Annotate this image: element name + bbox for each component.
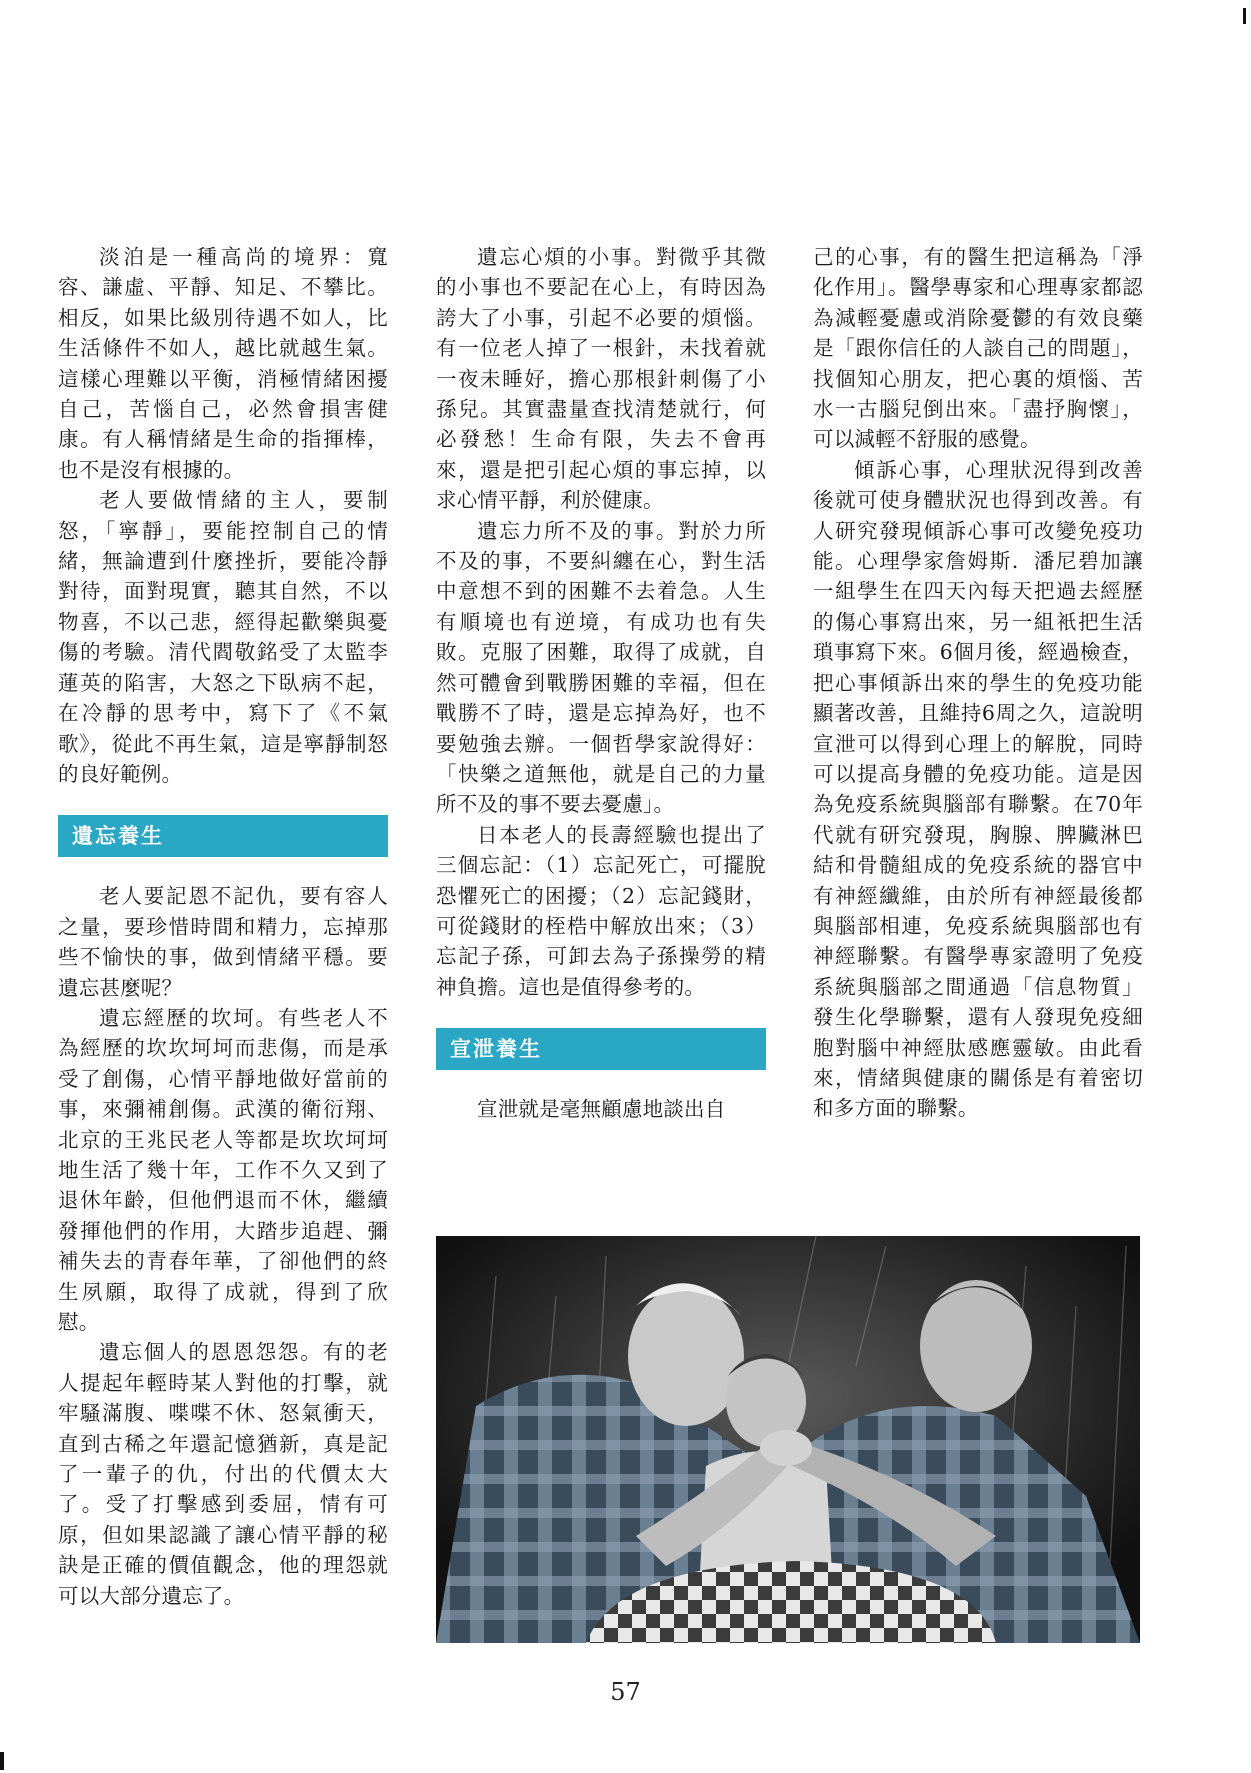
section-heading-venting: 宣泄養生 (436, 1028, 766, 1070)
paragraph: 己的心事，有的醫生把這稱為「淨化作用」。醫學專家和心理專家都認為減輕憂慮或消除憂鬱的有效良藥是「跟你信任的人談自己的問題」，找個知心朋友，把心裏的煩惱、苦水一古腦兒倒出來。「盡抒胸懷」，可以減輕不舒服的感覺。 (813, 245, 1143, 452)
clasped-hands (760, 1430, 812, 1466)
paragraph: 遺忘心煩的小事。對微乎其微的小事也不要記在心上，有時因為誇大了小事，引起不必要的煩惱。有一位老人掉了一根針，未找着就一夜未睡好，擔心那根針刺傷了小孫兒。其實盡量查找清楚就行，何必發愁！生命有限，失去不會再來，還是把引起心煩的事忘掉，以求心情平靜，利於健康。 (436, 245, 766, 513)
scan-mark-top-right (1243, 8, 1246, 24)
paragraph: 遺忘經歷的坎坷。有些老人不為經歷的坎坎坷坷而悲傷，而是承受了創傷，心情平靜地做好當前的事，來彌補創傷。武漢的衛衍翔、北京的王兆民老人等都是坎坎坷坷地生活了幾十年，工作不久又到了退休年齡，但他們退而不休，繼續發揮他們的作用，大踏步追趕、彌補失去的青春年華，了卻他們的終生夙願，取得了成就，得到了欣慰。 (58, 1005, 388, 1334)
paragraph: 老人要做情緒的主人，要制怒，「寧靜」，要能控制自己的情緒，無論遭到什麼挫折，要能冷靜對待，面對現實，聽其自然，不以物喜，不以己悲，經得起歡樂與憂傷的考驗。清代閻敬銘受了太監李蓮英的陷害，大怒之下臥病不起，在冷靜的思考中，寫下了《不氣歌》，從此不再生氣，這是寧靜制怒的良好範例。 (58, 488, 388, 786)
paragraph: 老人要記恩不記仇，要有容人之量，要珍惜時間和精力，忘掉那些不愉快的事，做到情緒平穩。要遺忘甚麼呢？ (58, 884, 388, 1000)
arm-wrestling-photo (436, 1236, 1140, 1643)
section-heading-forgetting: 遺忘養生 (58, 815, 388, 857)
paragraph: 傾訴心事，心理狀況得到改善後就可使身體狀況也得到改善。有人研究發現傾訴心事可改變免疫功能。心理學家詹姆斯．潘尼碧加讓一組學生在四天內每天把過去經歷的傷心事寫出來，另一組衹把生活瑣事寫下來。6個月後，經過檢查，把心事傾訴出來的學生的免疫功能顯著改善，且維持6周之久，這說明宣泄可以得到心理上的解脫，同時可以提高身體的免疫功能。這是因為免疫系統與腦部有聯繫。在70年代就有研究發現，胸腺、脾臟淋巴結和骨髓組成的免疫系統的器官中有神經纖維，由於所有神經最後都與腦部相連，免疫系統與腦部也有神經聯繫。有醫學專家證明了免疫系統與腦部之間通過「信息物質」發生化學聯繫，還有人發現免疫細胞對腦中神經肽感應靈敏。由此看來，情緒與健康的關係是有着密切和多方面的聯繫。 (813, 457, 1143, 1121)
paragraph: 淡泊是一種高尚的境界：寬容、謙虛、平靜、知足、不攀比。相反，如果比級別待遇不如人，比生活條件不如人，越比就越生氣。這樣心理難以平衡，消極情緒困擾自己，苦惱自己，必然會損害健康。有人稱情緒是生命的指揮棒，也不是沒有根據的。 (58, 245, 388, 482)
photo-illustration (436, 1236, 1140, 1643)
paragraph: 宣泄就是毫無顧慮地談出自 (477, 1097, 726, 1122)
text-column-1 (58, 242, 388, 1611)
paragraph: 遺忘力所不及的事。對於力所不及的事，不要糾纏在心，對生活中意想不到的困難不去着急。人生有順境也有逆境，有成功也有失敗。克服了困難，取得了成就，自然可體會到戰勝困難的幸福，但在戰勝不了時，還是忘掉為好，也不要勉強去辦。一個哲學家說得好：「快樂之道無他，就是自己的力量所不及的事不要去憂慮」。 (436, 518, 766, 817)
paragraph: 日本老人的長壽經驗也提出了三個忘記：（1）忘記死亡，可擺脫恐懼死亡的困擾；（2）忘記錢財，可從錢財的桎梏中解放出來；（3）忘記子孫，可卸去為子孫操勞的精神負擔。這也是值得參考的。 (436, 822, 766, 999)
page-number: 57 (610, 1678, 641, 1706)
paragraph: 遺忘個人的恩恩怨怨。有的老人提起年輕時某人對他的打擊，就牢騷滿腹、喋喋不休、怒氣衝天，直到古稀之年還記憶猶新，真是記了一輩子的仇，付出的代價太大了。受了打擊感到委屈，情有可原，但如果認識了讓心情平靜的秘訣是正確的價值觀念，他的理怨就可以大部分遺忘了。 (58, 1340, 388, 1608)
text-column-2 (436, 242, 766, 1125)
scan-mark-bottom-left (0, 1752, 4, 1770)
text-column-3 (813, 242, 1143, 1124)
